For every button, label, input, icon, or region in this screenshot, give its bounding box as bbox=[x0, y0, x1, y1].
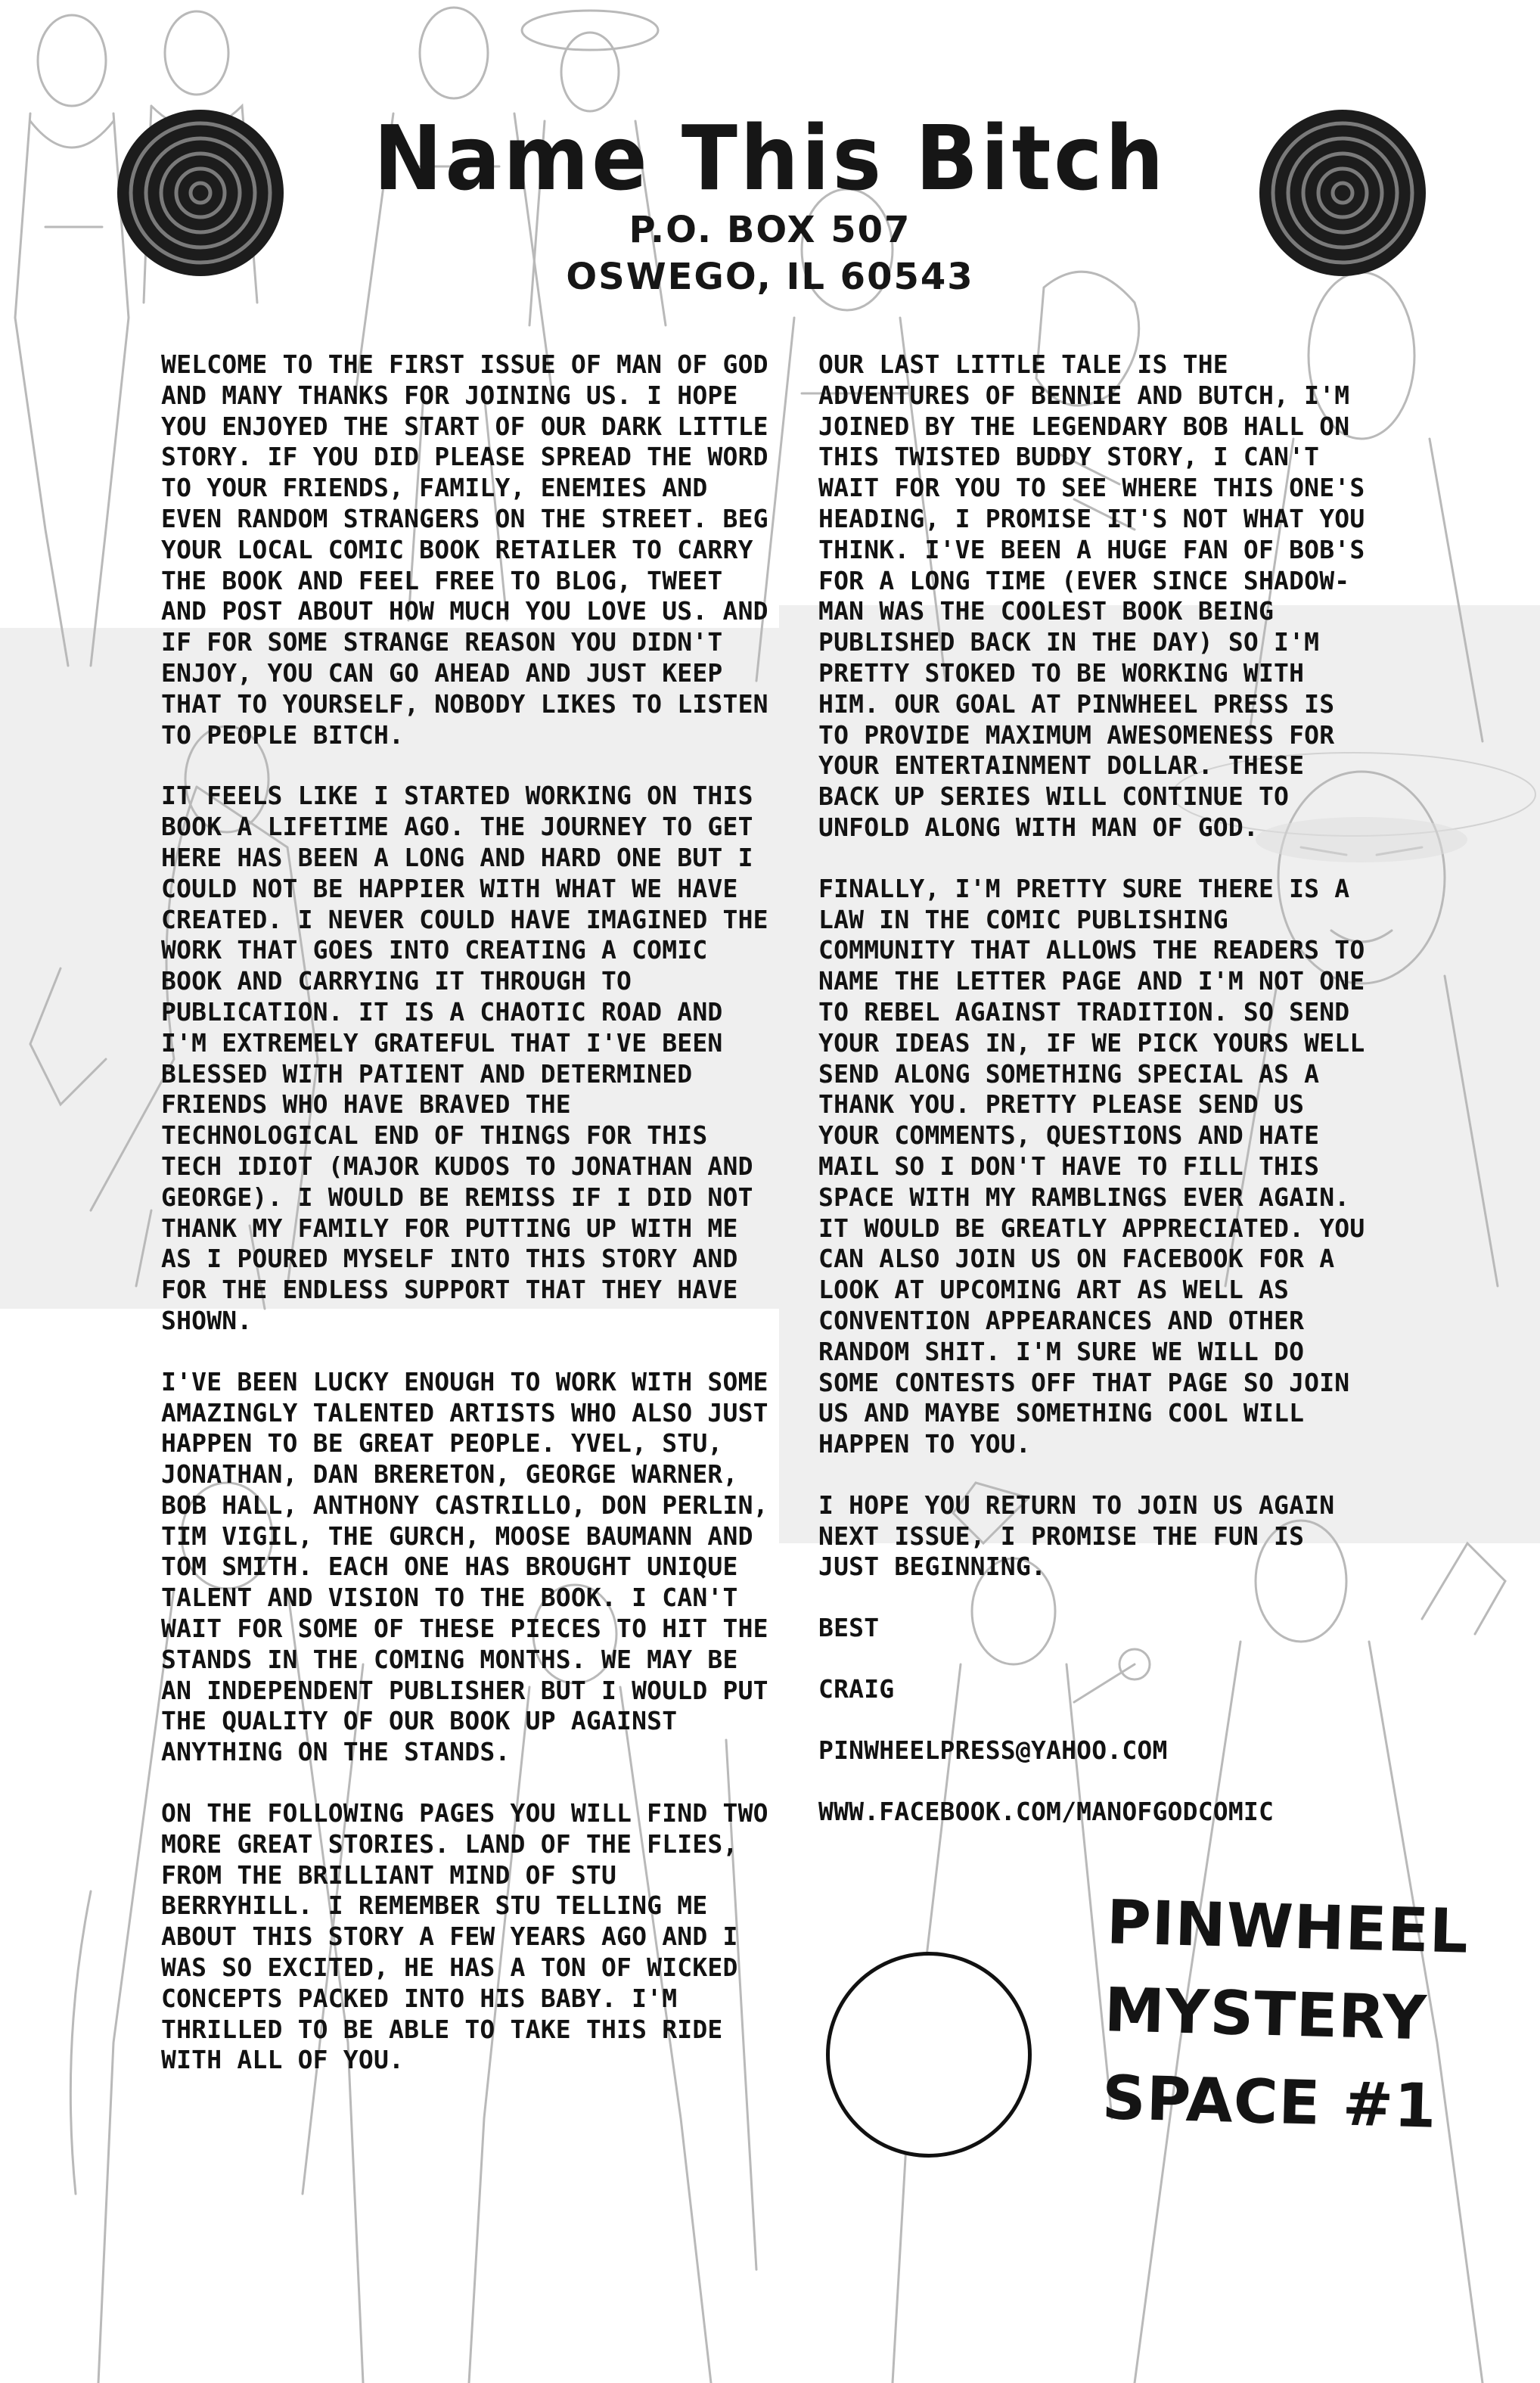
page-title: Name This Bitch bbox=[373, 106, 1167, 210]
right-column bbox=[818, 350, 1380, 1857]
signature: CRAIG bbox=[818, 1674, 895, 1704]
address-po-box: P.O. BOX 507 bbox=[629, 209, 911, 251]
sign-off: BEST bbox=[818, 1613, 880, 1643]
mystery-line: SPACE #1 bbox=[1101, 2062, 1438, 2142]
address-city: OSWEGO, IL 60543 bbox=[566, 256, 974, 298]
paragraph: ON THE FOLLOWING PAGES YOU WILL FIND TWO MORE GREAT STORIES. LAND OF THE FLIES, FROM THE BRILLIANT MIND OF STU BERRYHILL. I REMEMBER STU TELLING ME ABOUT THIS STORY A FEW YEARS AGO AND I WAS SO EXCITED, HE HAS A TON OF WICKED CONCEPTS PACKED INTO HIS BABY. I'M THRILLED TO BE ABLE TO TAKE THIS RIDE WITH ALL OF YOU. bbox=[161, 1798, 768, 2075]
paragraph: I'VE BEEN LUCKY ENOUGH TO WORK WITH SOME AMAZINGLY TALENTED ARTISTS WHO ALSO JUST HAPPEN TO BE GREAT PEOPLE. YVEL, STU, JONATHAN, DAN BRERETON, GEORGE WARNER, BOB HALL, ANTHONY CASTRILLO, DON PERLIN, TIM VIGIL, THE GURCH, MOOSE BAUMANN AND TOM SMITH. EACH ONE HAS BROUGHT UNIQUE TALENT AND VISION TO THE BOOK. I CAN'T WAIT FOR SOME OF THESE PIECES TO HIT THE STANDS IN THE COMING MONTHS. WE MAY BE AN INDEPENDENT PUBLISHER BUT I WOULD PUT THE QUALITY OF OUR BOOK UP AGAINST ANYTHING ON THE STANDS. bbox=[161, 1366, 768, 1767]
paragraph: WELCOME TO THE FIRST ISSUE OF MAN OF GOD AND MANY THANKS FOR JOINING US. I HOPE YOU ENJOYED THE START OF OUR DARK LITTLE STORY. IF YOU DID PLEASE SPREAD THE WORD TO YOUR FRIENDS, FAMILY, ENEMIES AND EVEN RANDOM STRANGERS ON THE STREET. BEG YOUR LOCAL COMIC BOOK RETAILER TO CARRY THE BOOK AND FEEL FREE TO BLOG, TWEET AND POST ABOUT HOW MUCH YOU LOVE US. AND IF FOR SOME STRANGE REASON YOU DIDN'T ENJOY, YOU CAN GO AHEAD AND JUST KEEP THAT TO YOURSELF, NOBODY LIKES TO LISTEN TO PEOPLE BITCH. bbox=[161, 350, 768, 750]
facebook-url: WWW.FACEBOOK.COM/MANOFGODCOMIC bbox=[818, 1796, 1275, 1826]
paragraph: I HOPE YOU RETURN TO JOIN US AGAIN NEXT ISSUE, I PROMISE THE FUN IS JUST BEGINNING. bbox=[818, 1490, 1335, 1582]
paragraph: FINALLY, I'M PRETTY SURE THERE IS A LAW IN THE COMIC PUBLISHING COMMUNITY THAT ALLOWS THE READERS TO NAME THE LETTER PAGE AND I'M NOT ONE TO REBEL AGAINST TRADITION. SO SEND YOUR IDEAS IN, IF WE PICK YOURS WELL SEND ALONG SOMETHING SPECIAL AS A THANK YOU. PRETTY PLEASE SEND US YOUR COMMENTS, QUESTIONS AND HATE MAIL SO I DON'T HAVE TO FILL THIS SPACE WITH MY RAMBLINGS EVER AGAIN. IT WOULD BE GREATLY APPRECIATED. YOU CAN ALSO JOIN US ON FACEBOOK FOR A LOOK AT UPCOMING ART AS WELL AS CONVENTION APPEARANCES AND OTHER RANDOM SHIT. I'M SURE WE WILL DO SOME CONTESTS OFF THAT PAGE SO JOIN US AND MAYBE SOMETHING COOL WILL HAPPEN TO YOU. bbox=[818, 873, 1365, 1459]
mystery-line: PINWHEEL bbox=[1105, 1887, 1470, 1967]
mystery-space-circle bbox=[826, 1952, 1032, 2158]
mystery-line: MYSTERY bbox=[1103, 1974, 1428, 2054]
left-column bbox=[161, 350, 775, 2106]
mystery-space-caption bbox=[1101, 1878, 1501, 2152]
paragraph: OUR LAST LITTLE TALE IS THE ADVENTURES OF BENNIE AND BUTCH, I'M JOINED BY THE LEGENDARY BOB HALL ON THIS TWISTED BUDDY STORY, I CAN'T WAIT FOR YOU TO SEE WHERE THIS ONE'S HEADING, I PROMISE IT'S NOT WHAT YOU THINK. I'VE BEEN A HUGE FAN OF BOB'S FOR A LONG TIME (EVER SINCE SHADOW-MAN WAS THE COOLEST BOOK BEING PUBLISHED BACK IN THE DAY) SO I'M PRETTY STOKED TO BE WORKING WITH HIM. OUR GOAL AT PINWHEEL PRESS IS TO PROVIDE MAXIMUM AWESOMENESS FOR YOUR ENTERTAINMENT DOLLAR. THESE BACK UP SERIES WILL CONTINUE TO UNFOLD ALONG WITH MAN OF GOD. bbox=[818, 350, 1365, 842]
email-address: PINWHEELPRESS@YAHOO.COM bbox=[818, 1735, 1168, 1765]
paragraph: IT FEELS LIKE I STARTED WORKING ON THIS BOOK A LIFETIME AGO. THE JOURNEY TO GET HERE HAS BEEN A LONG AND HARD ONE BUT I COULD NOT BE HAPPIER WITH WHAT WE HAVE CREATED. I NEVER COULD HAVE IMAGINED THE WORK THAT GOES INTO CREATING A COMIC BOOK AND CARRYING IT THROUGH TO PUBLICATION. IT IS A CHAOTIC ROAD AND I'M EXTREMELY GRATEFUL THAT I'VE BEEN BLESSED WITH PATIENT AND DETERMINED FRIENDS WHO HAVE BRAVED THE TECHNOLOGICAL END OF THINGS FOR THIS TECH IDIOT (MAJOR KUDOS TO JONATHAN AND GEORGE). I WOULD BE REMISS IF I DID NOT THANK MY FAMILY FOR PUTTING UP WITH ME AS I POURED MYSELF INTO THIS STORY AND FOR THE ENDLESS SUPPORT THAT THEY HAVE SHOWN. bbox=[161, 781, 768, 1335]
